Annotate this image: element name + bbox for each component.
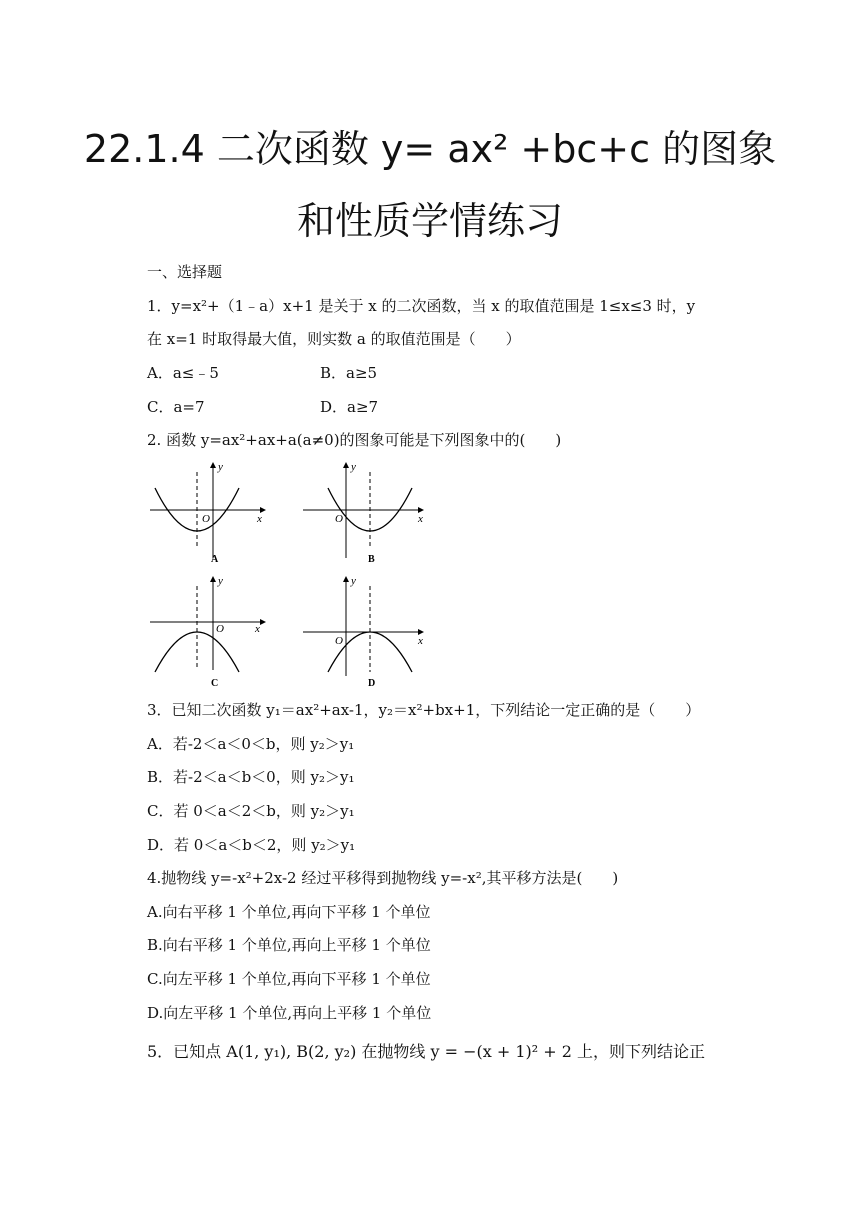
graph-c <box>145 572 275 690</box>
graph-c-x-label: x <box>255 623 260 635</box>
q3-option-b: B．若-2＜a＜b＜0，则 y₂＞y₁ <box>147 768 355 786</box>
graph-b-origin-label: O <box>335 513 343 525</box>
graph-b-caption: B <box>368 554 375 565</box>
q1-line2: 在 x=1 时取得最大值，则实数 a 的取值范围是（ ） <box>147 330 521 348</box>
q3-text: 3．已知二次函数 y₁＝ax²+ax-1，y₂＝x²+bx+1，下列结论一定正确的是（ ） <box>147 701 701 719</box>
q1-option-a: A．a≤﹣5 <box>147 364 219 382</box>
q4-option-a: A.向右平移 1 个单位,再向下平移 1 个单位 <box>147 903 431 921</box>
graph-d-caption: D <box>368 678 376 689</box>
q4-option-d: D.向左平移 1 个单位,再向上平移 1 个单位 <box>147 1004 432 1022</box>
graph-a-caption: A <box>211 554 219 565</box>
q4-option-c: C.向左平移 1 个单位,再向下平移 1 个单位 <box>147 970 431 988</box>
section-heading: 一、选择题 <box>147 263 223 281</box>
graph-b-y-label: y <box>351 461 356 473</box>
page-title-line2: 和性质学情练习 <box>296 199 563 243</box>
graph-b <box>298 458 428 566</box>
q4-option-b: B.向右平移 1 个单位,再向上平移 1 个单位 <box>147 936 431 954</box>
q3-option-a: A．若-2＜a＜0＜b，则 y₂＞y₁ <box>147 735 355 753</box>
graph-a-x-label: x <box>257 513 262 525</box>
graph-d-x-label: x <box>418 635 423 647</box>
graph-c-origin-label: O <box>216 623 224 635</box>
graph-a-origin-label: O <box>202 513 210 525</box>
q5-text: 5．已知点 A(1, y₁), B(2, y₂) 在抛物线 y = −(x + 1)² + 2 上，则下列结论正 <box>147 1042 706 1061</box>
q3-option-c: C．若 0＜a＜2＜b，则 y₂＞y₁ <box>147 802 355 820</box>
q1-option-c: C．a=7 <box>147 398 205 416</box>
q2-text: 2. 函数 y=ax²+ax+a(a≠0)的图象可能是下列图象中的( ) <box>147 431 562 449</box>
q1-option-d: D．a≥7 <box>320 398 379 416</box>
graph-b-x-label: x <box>418 513 423 525</box>
q1-option-b: B．a≥5 <box>320 364 378 382</box>
page-title-line1: 22.1.4 二次函数 y= ax² +bc+c 的图象 <box>83 127 777 171</box>
graph-d-y-label: y <box>351 575 356 587</box>
graph-a-y-label: y <box>218 461 223 473</box>
q3-option-d: D．若 0＜a＜b＜2，则 y₂＞y₁ <box>147 836 356 854</box>
q1-line1: 1．y=x²+（1﹣a）x+1 是关于 x 的二次函数，当 x 的取值范围是 1≤x≤3 时，y <box>147 297 696 315</box>
graph-d-origin-label: O <box>335 635 343 647</box>
graph-c-y-label: y <box>218 575 223 587</box>
q4-text: 4.抛物线 y=-x²+2x-2 经过平移得到抛物线 y=-x²,其平移方法是( ) <box>147 869 619 887</box>
graph-d <box>298 572 428 690</box>
graph-c-caption: C <box>211 678 219 689</box>
graph-a <box>145 458 275 566</box>
